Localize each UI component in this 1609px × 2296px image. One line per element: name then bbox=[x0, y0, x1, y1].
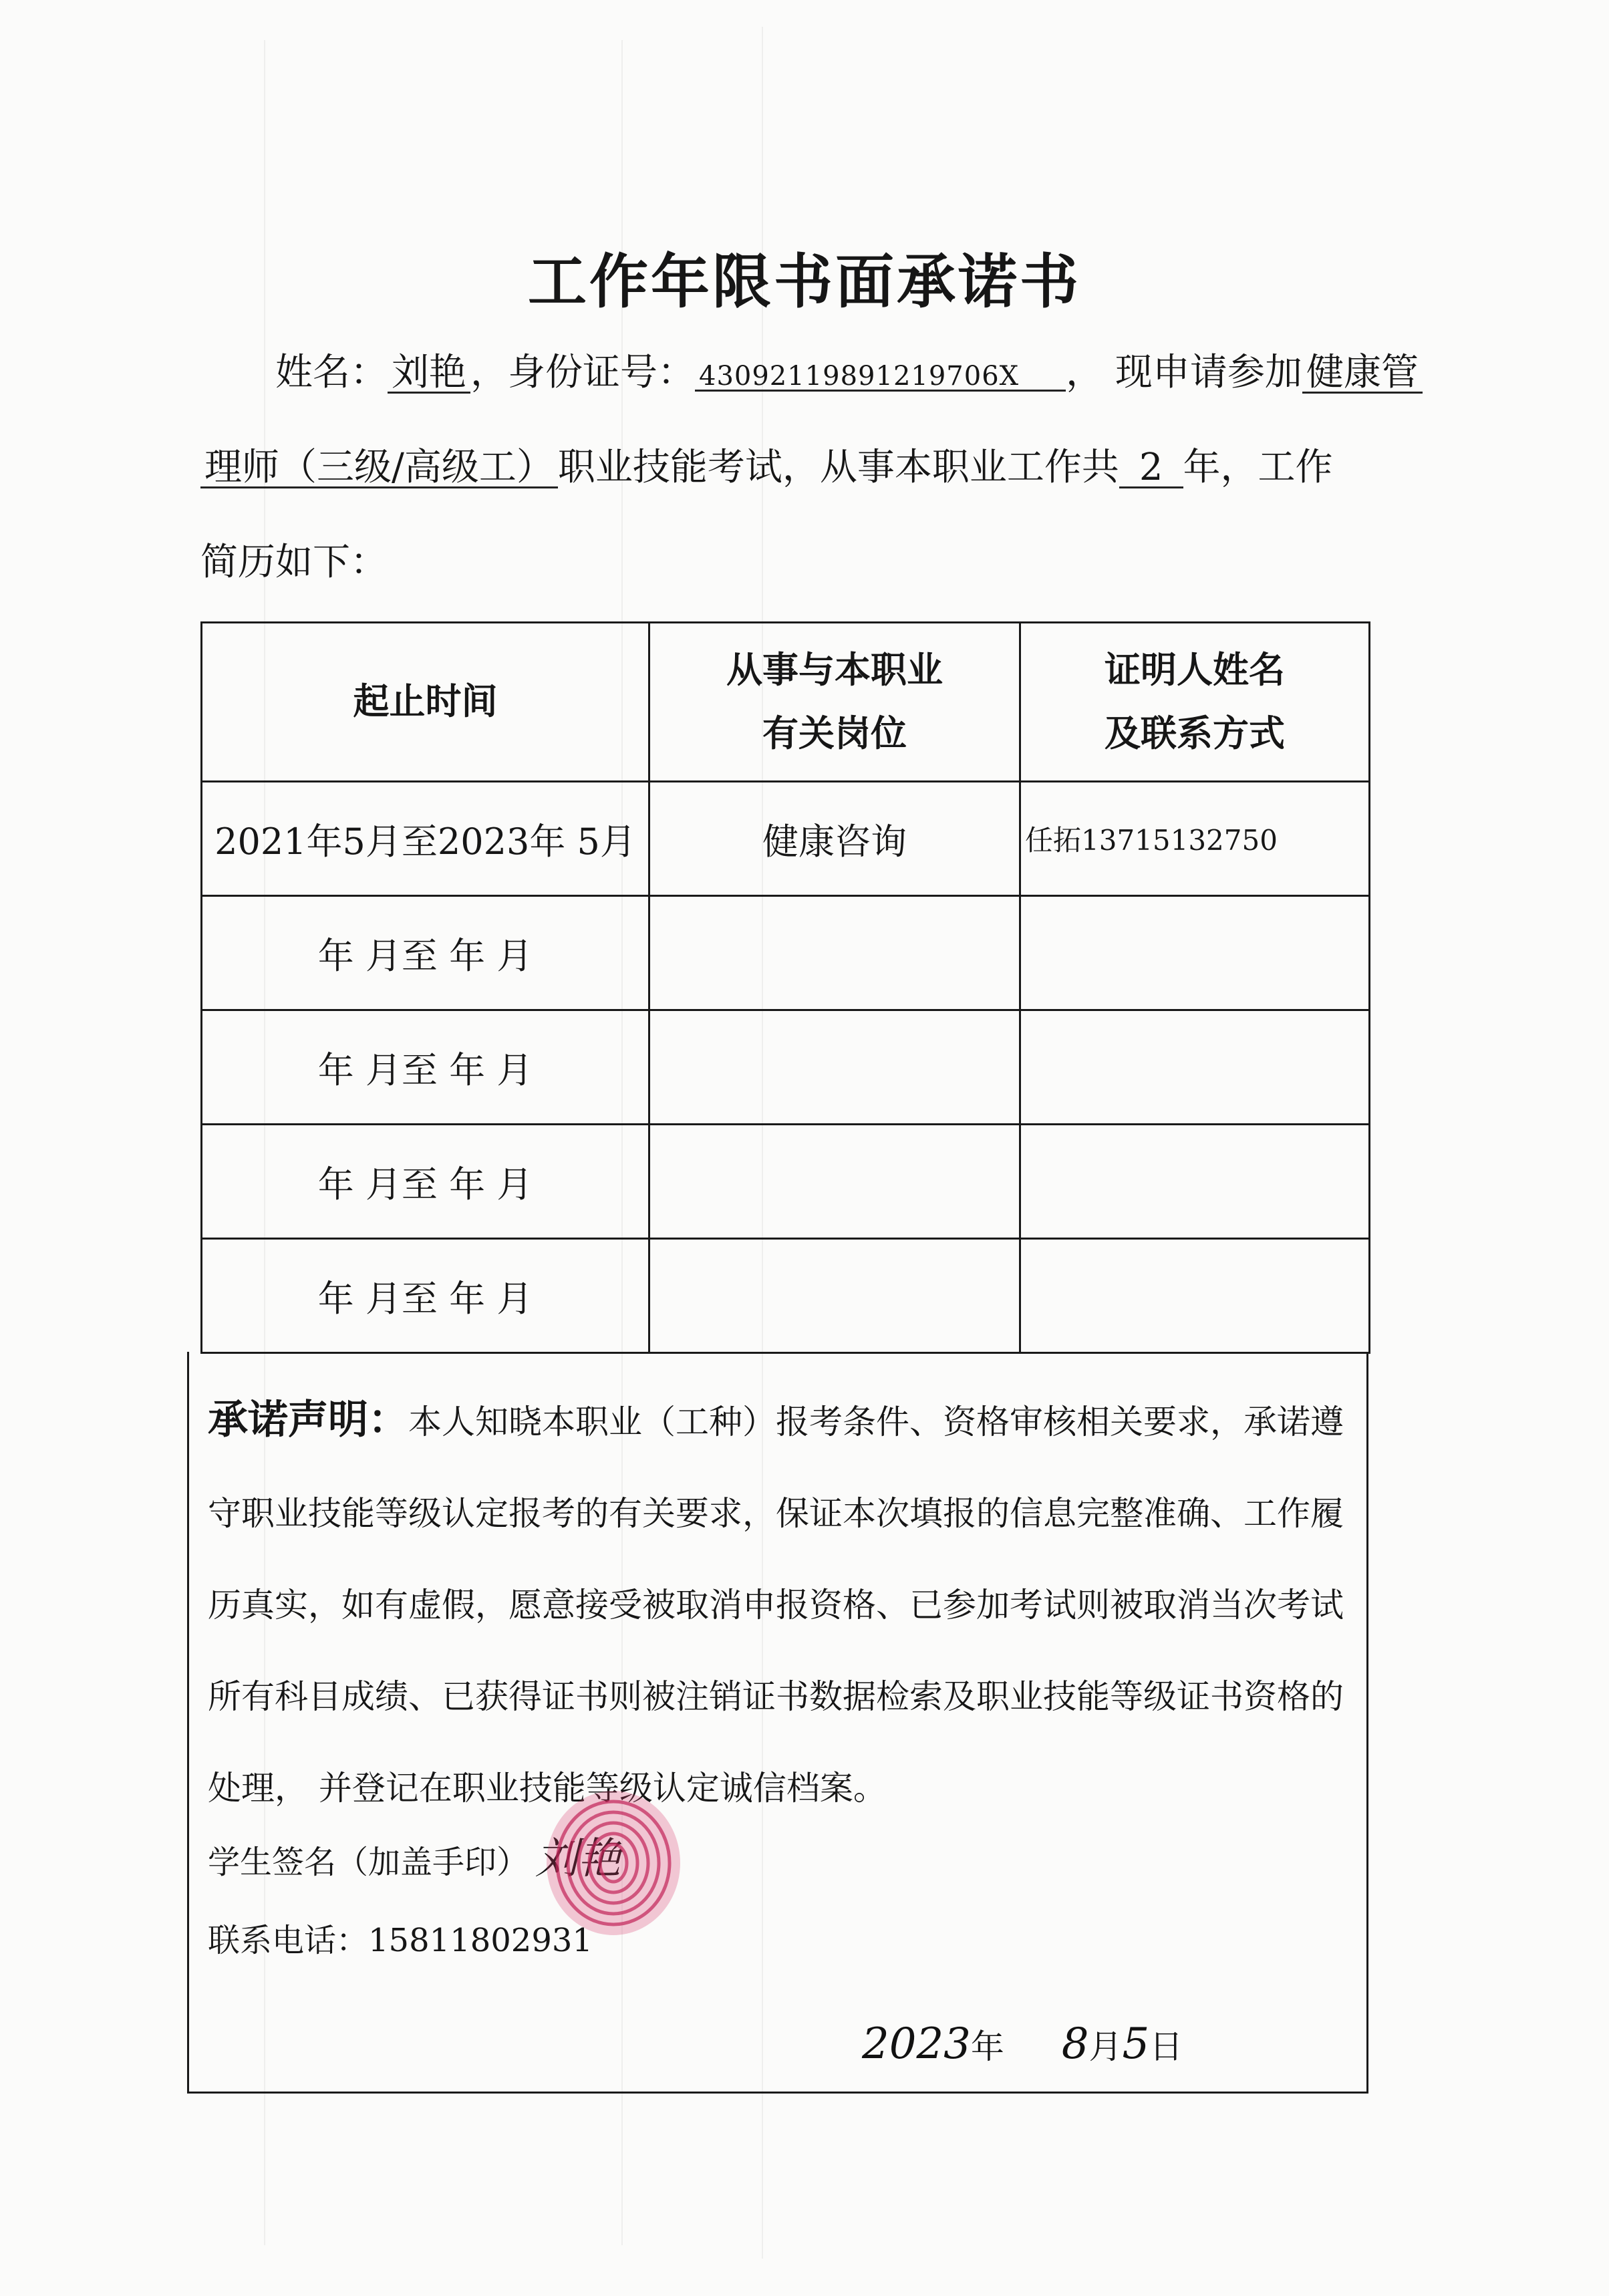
cell-reference: 任拓13715132750 bbox=[1020, 782, 1370, 896]
header-reference: 证明人姓名 及联系方式 bbox=[1020, 623, 1370, 782]
sign-date bbox=[862, 2019, 1183, 2069]
phone-number: 15811802931 bbox=[368, 1922, 593, 1959]
id-label: ，身份证号： bbox=[470, 351, 695, 394]
intro-line-2 bbox=[200, 446, 1333, 489]
exam-text: 职业技能考试，从事本职业工作共 bbox=[557, 446, 1119, 489]
apply-text: ， 现申请参加 bbox=[1066, 351, 1302, 394]
date-month: 8 bbox=[1061, 2019, 1089, 2069]
cell-reference bbox=[1020, 1125, 1370, 1239]
cell-time: 年 月至 年 月 bbox=[202, 1239, 649, 1353]
header-time: 起止时间 bbox=[202, 623, 649, 782]
intro-line-1 bbox=[275, 351, 1423, 394]
pledge-text bbox=[208, 1375, 1357, 1834]
pledge-section bbox=[187, 1352, 1368, 2094]
table-row bbox=[202, 1239, 1370, 1353]
phone-label: 联系电话： bbox=[208, 1922, 369, 1959]
work-history-table bbox=[200, 621, 1370, 1354]
table-row bbox=[202, 782, 1370, 896]
cell-reference bbox=[1020, 1239, 1370, 1353]
date-month-label: 月 bbox=[1088, 2027, 1123, 2066]
document-title: 工作年限书面承诺书 bbox=[527, 247, 1081, 316]
cell-position bbox=[649, 1010, 1020, 1125]
cell-time: 年 月至 年 月 bbox=[202, 1125, 649, 1239]
pledge-body: 本人知晓本职业（工种）报考条件、资格审核相关要求，承诺遵守职业技能等级认定报考的有关要求，保证本次填报的信息完整准确、工作履历真实，如有虚假，愿意接受被取消申报资格、已参加考试则被取消当次考试所有科目成绩、已获得证书则被注销证书数据检索及职业技能等级证书资格的处理， 并登记在职业技能等级认定诚信档案。 bbox=[208, 1403, 1344, 1808]
phone-line bbox=[208, 1914, 593, 1961]
table-row bbox=[202, 1010, 1370, 1125]
cell-position bbox=[649, 1125, 1020, 1239]
date-day: 5 bbox=[1122, 2019, 1150, 2069]
signature-label: 学生签名（加盖手印） bbox=[208, 1844, 529, 1881]
date-year-label: 年 bbox=[970, 2027, 1004, 2066]
years-suffix: 年，工作 bbox=[1183, 446, 1333, 489]
signature: 刘艳 bbox=[535, 1834, 621, 1884]
years-value: 2 bbox=[1119, 449, 1183, 488]
id-number: 43092119891219706X bbox=[695, 363, 1066, 392]
name-label: 姓名： bbox=[275, 351, 388, 394]
table-header-row bbox=[202, 623, 1370, 782]
date-year: 2023 bbox=[862, 2019, 971, 2069]
resume-label: 简历如下： bbox=[200, 541, 388, 584]
cell-time: 年 月至 年 月 bbox=[202, 1010, 649, 1125]
table-row bbox=[202, 896, 1370, 1010]
header-position: 从事与本职业 有关岗位 bbox=[649, 623, 1020, 782]
occupation-part-2: 理师（三级/高级工） bbox=[200, 449, 558, 488]
cell-position bbox=[649, 1239, 1020, 1353]
cell-time: 2021年5月至2023年 5月 bbox=[202, 782, 649, 896]
table-row bbox=[202, 1125, 1370, 1239]
date-day-label: 日 bbox=[1149, 2027, 1183, 2066]
cell-position: 健康咨询 bbox=[649, 782, 1020, 896]
cell-position bbox=[649, 896, 1020, 1010]
pledge-heading: 承诺声明： bbox=[208, 1397, 408, 1443]
cell-reference bbox=[1020, 896, 1370, 1010]
cell-time: 年 月至 年 月 bbox=[202, 896, 649, 1010]
occupation-part-1: 健康管 bbox=[1302, 354, 1423, 394]
applicant-name: 刘艳 bbox=[388, 354, 470, 394]
cell-reference bbox=[1020, 1010, 1370, 1125]
